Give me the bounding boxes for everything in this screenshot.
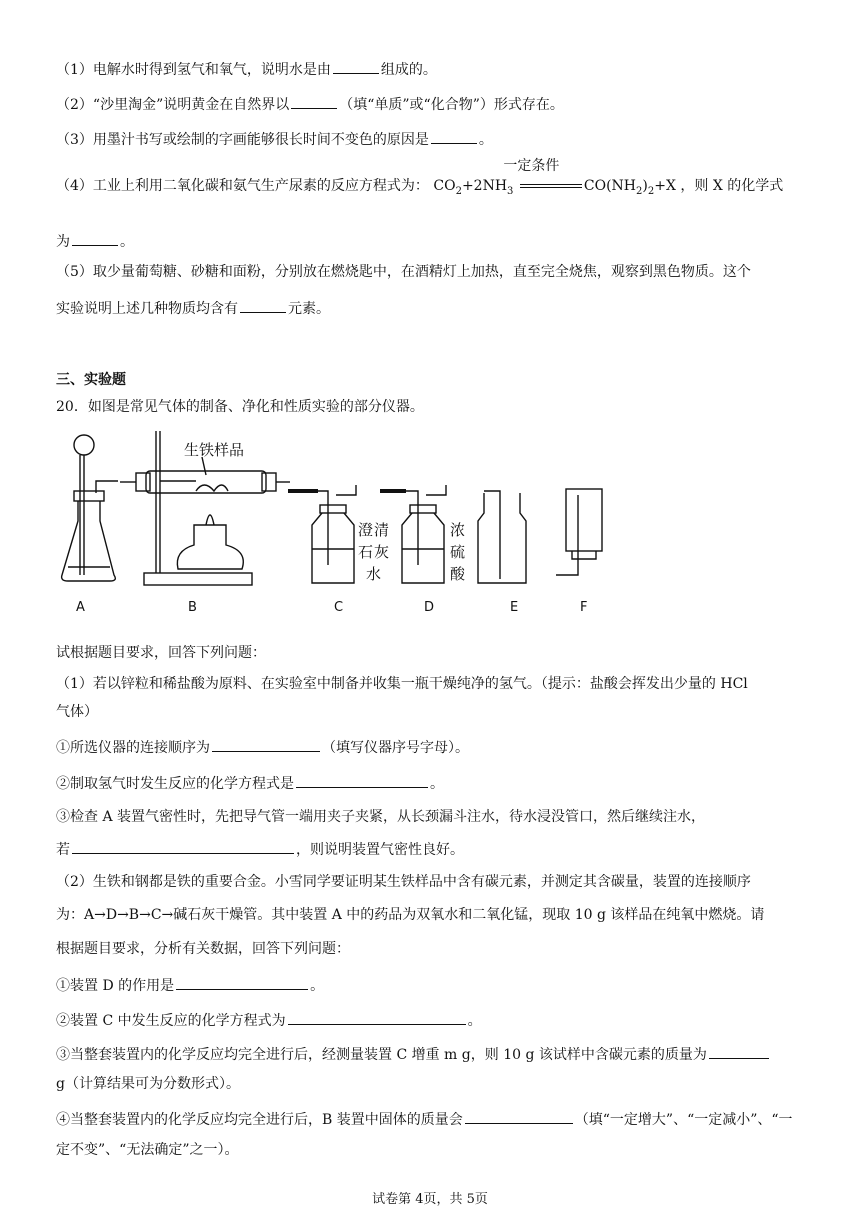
- q20-part1-cont: 气体）: [56, 704, 98, 720]
- q19-part5-cont: [56, 297, 330, 319]
- iron-sample-pointer: [202, 457, 206, 475]
- apparatus-e: [478, 491, 526, 583]
- q19-part4-text: （4）工业上利用二氧化碳和氨气生产尿素的反应方程式为：: [56, 178, 429, 194]
- q20-t1: [56, 974, 324, 996]
- q20-t1-tail: 。: [310, 978, 325, 994]
- iron-sample-label: 生铁样品: [184, 441, 245, 459]
- q19-part5-tail: 元素。: [288, 301, 330, 317]
- q19-part4-end: 。: [120, 234, 134, 250]
- apparatus-figure: [56, 425, 616, 625]
- q20-s3-cont: [56, 838, 464, 860]
- q20-t3: [56, 1043, 771, 1065]
- q20-part1: （1）若以锌粒和稀盐酸为原料、在实验室中制备并收集一瓶干燥纯净的氢气。（提示：盐酸会挥发出少量的 HCl: [56, 676, 748, 692]
- eq-co2: CO: [433, 178, 456, 194]
- q20-s3-text: ③检查 A 装置气密性时，先把导气管一端用夹子夹紧，从长颈漏斗注水，待水浸没管口，然后继续注水，: [56, 809, 706, 825]
- c-liquid-3: 石: [358, 543, 374, 561]
- answer-blank[interactable]: [212, 736, 320, 752]
- q20-s3: [56, 807, 705, 827]
- q20-t1-text: ①装置 D 的作用是: [56, 978, 175, 994]
- apparatus-a: [62, 435, 118, 581]
- q20-t4-text: ④当整套装置内的化学反应均完全进行后，B 装置中固体的质量会: [56, 1112, 463, 1128]
- q20-part2-cont2: 根据题目要求，分析有关数据，回答下列问题：: [56, 941, 350, 957]
- q19-part1-tail: 组成的。: [380, 62, 437, 78]
- apparatus-c: [288, 485, 356, 583]
- label-d: D: [424, 600, 435, 615]
- q19-part3: [56, 128, 493, 150]
- c-liquid-4: 灰: [374, 543, 390, 561]
- c-liquid-1: 澄: [358, 521, 374, 539]
- answer-blank[interactable]: [72, 230, 118, 246]
- answer-blank[interactable]: [288, 1009, 466, 1025]
- q20-s2-tail: 。: [430, 776, 444, 792]
- q20-s3-if: 若: [56, 842, 70, 858]
- c-liquid-5: 水: [366, 565, 382, 583]
- answer-blank[interactable]: [176, 974, 308, 990]
- answer-blank[interactable]: [333, 58, 379, 74]
- q20-part2: （2）生铁和钢都是铁的重要合金。小雪同学要证明某生铁样品中含有碳元素，并测定其含碳量，装置的连接顺序: [56, 874, 751, 890]
- eq-urea-close: ): [642, 178, 648, 194]
- q20-s3-tail: ，则说明装置气密性良好。: [296, 842, 464, 858]
- q19-part4: [56, 158, 784, 202]
- q19-part5-text2: 实验说明上述几种物质均含有: [56, 301, 238, 317]
- label-f: F: [580, 600, 588, 615]
- eq-x: +X: [654, 178, 676, 194]
- reaction-arrow: [520, 184, 582, 188]
- q20-t2-text: ②装置 C 中发生反应的化学方程式为: [56, 1013, 286, 1029]
- q20-t4-tail: （填“一定增大”、“一定减小”、“一: [574, 1112, 793, 1128]
- answer-blank[interactable]: [296, 772, 428, 788]
- label-e: E: [510, 600, 519, 615]
- answer-blank[interactable]: [431, 128, 477, 144]
- q20-s1-text: ①所选仪器的连接顺序为: [56, 740, 210, 756]
- q19-part2-tail: （填“单质”或“化合物”）形式存在。: [339, 97, 564, 113]
- c-liquid-2: 清: [374, 521, 390, 539]
- apparatus-d: [380, 485, 446, 583]
- section-title: 三、实验题: [56, 372, 126, 388]
- q19-part3-text: （3）用墨汁书写或绘制的字画能够很长时间不变色的原因是: [56, 132, 429, 148]
- answer-blank[interactable]: [709, 1043, 769, 1059]
- q19-part5: [56, 262, 751, 282]
- answer-blank[interactable]: [240, 297, 286, 313]
- q19-part4-tail: ，则 X 的化学式: [680, 178, 784, 194]
- q20-part2-cont: 为：A→D→B→C→碱石灰干燥管。其中装置 A 中的药品为双氧水和二氧化锰，现取 10 g 该样品在纯氧中燃烧。请: [56, 907, 765, 923]
- q19-part1-text: （1）电解水时得到氢气和氧气，说明水是由: [56, 62, 331, 78]
- q20-t4: [56, 1108, 793, 1130]
- q20-s2: [56, 772, 444, 794]
- q19-part1: [56, 58, 437, 80]
- q19-part2: [56, 93, 564, 115]
- label-c: C: [334, 600, 344, 615]
- label-a: A: [76, 600, 85, 615]
- apparatus-f: [556, 489, 602, 575]
- q19-part4-cont: [56, 230, 134, 252]
- q20-lead: 试根据题目要求，回答下列问题：: [56, 645, 266, 661]
- answer-blank[interactable]: [291, 93, 337, 109]
- q20-t3-cont: g（计算结果可为分数形式）。: [56, 1076, 240, 1092]
- d-liquid-3: 酸: [450, 565, 466, 583]
- q20-t3-text: ③当整套装置内的化学反应均完全进行后，经测量装置 C 增重 m g，则 10 g 该试样中含碳元素的质量为: [56, 1047, 707, 1063]
- q20-intro: 20．如图是常见气体的制备、净化和性质实验的部分仪器。: [56, 399, 424, 415]
- answer-blank[interactable]: [72, 838, 294, 854]
- q20-t4-cont: 定不变”、“无法确定”之一）。: [56, 1142, 239, 1158]
- q19-part2-text: （2）“沙里淘金”说明黄金在自然界以: [56, 97, 290, 113]
- d-liquid-2: 硫: [450, 543, 466, 561]
- q19-part4-wei: 为: [56, 234, 70, 250]
- q20-t2: [56, 1009, 482, 1031]
- label-b: B: [188, 600, 197, 615]
- q20-s1-tail: （填写仪器序号字母）。: [322, 740, 469, 756]
- q20-s1: [56, 736, 469, 758]
- q19-part3-tail: 。: [478, 132, 493, 148]
- answer-blank[interactable]: [465, 1108, 573, 1124]
- reaction-condition: 一定条件: [503, 158, 560, 174]
- d-liquid-1: 浓: [450, 521, 466, 539]
- q20-s2-text: ②制取氢气时发生反应的化学方程式是: [56, 776, 294, 792]
- urea-equation: $CO_2+2NH_3$ 一定条件 $CO(NH_2)_2+X$: [433, 158, 676, 197]
- q20-t2-tail: 。: [467, 1013, 482, 1029]
- eq-nh3: +2NH: [461, 178, 508, 194]
- eq-urea: CO(NH: [583, 178, 636, 194]
- q19-part5-text: （5）取少量葡萄糖、砂糖和面粉，分别放在燃烧匙中，在酒精灯上加热，直至完全烧焦，观察到黑色物质。这个: [56, 264, 751, 280]
- page-footer: 试卷第 4页，共 5页: [372, 1192, 488, 1207]
